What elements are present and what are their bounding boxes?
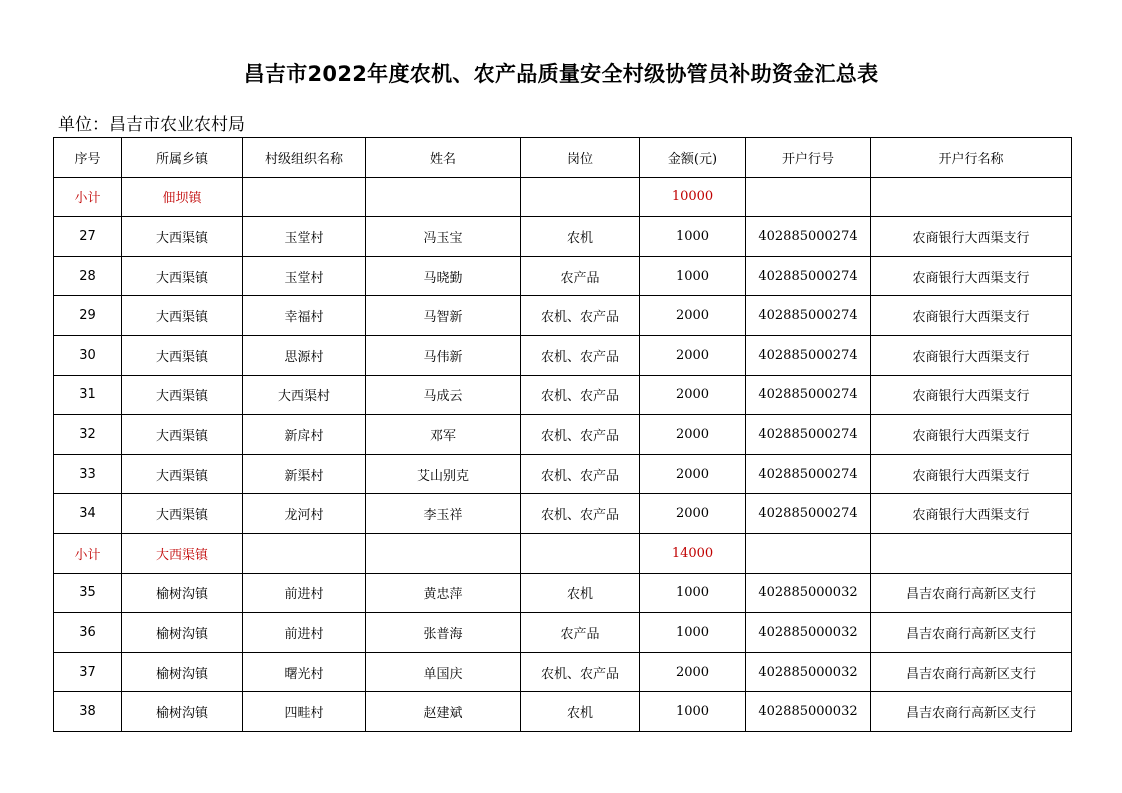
cell-village: 玉堂村 xyxy=(243,217,366,257)
cell-bank-no: 402885000274 xyxy=(746,415,871,455)
cell-name: 冯玉宝 xyxy=(366,217,521,257)
header-town: 所属乡镇 xyxy=(122,138,243,178)
cell-name: 马晓勤 xyxy=(366,256,521,296)
table-row xyxy=(54,375,1072,415)
cell-bank-no: 402885000032 xyxy=(746,652,871,692)
cell-name: 马伟新 xyxy=(366,335,521,375)
cell-name xyxy=(366,177,521,217)
cell-amount: 2000 xyxy=(640,415,746,455)
cell-town: 榆树沟镇 xyxy=(122,613,243,653)
cell-village: 曙光村 xyxy=(243,652,366,692)
table-row xyxy=(54,415,1072,455)
cell-village: 新渠村 xyxy=(243,454,366,494)
cell-bank-no: 402885000032 xyxy=(746,573,871,613)
cell-town: 大西渠镇 xyxy=(122,296,243,336)
cell-bank-no: 402885000274 xyxy=(746,454,871,494)
cell-post: 农机、农产品 xyxy=(521,335,640,375)
cell-seq: 38 xyxy=(54,692,122,732)
subtotal-row xyxy=(54,177,1072,217)
subsidy-summary-table xyxy=(53,137,1072,732)
cell-amount: 1000 xyxy=(640,217,746,257)
cell-bank-no xyxy=(746,533,871,573)
cell-bank-name: 昌吉农商行高新区支行 xyxy=(871,652,1072,692)
cell-amount: 1000 xyxy=(640,613,746,653)
cell-post: 农产品 xyxy=(521,613,640,653)
cell-name: 艾山别克 xyxy=(366,454,521,494)
header-bank-no: 开户行号 xyxy=(746,138,871,178)
cell-post: 农机、农产品 xyxy=(521,454,640,494)
cell-bank-name xyxy=(871,177,1072,217)
table-row xyxy=(54,454,1072,494)
cell-village: 龙河村 xyxy=(243,494,366,534)
cell-post: 农机、农产品 xyxy=(521,375,640,415)
cell-amount: 2000 xyxy=(640,335,746,375)
cell-post: 农产品 xyxy=(521,256,640,296)
cell-bank-no: 402885000274 xyxy=(746,335,871,375)
cell-bank-name: 农商银行大西渠支行 xyxy=(871,454,1072,494)
cell-village: 幸福村 xyxy=(243,296,366,336)
cell-town: 榆树沟镇 xyxy=(122,652,243,692)
document-title: 昌吉市2022年度农机、农产品质量安全村级协管员补助资金汇总表 xyxy=(243,62,879,86)
cell-bank-name: 农商银行大西渠支行 xyxy=(871,256,1072,296)
cell-seq: 36 xyxy=(54,613,122,653)
cell-amount: 2000 xyxy=(640,494,746,534)
cell-village: 前进村 xyxy=(243,613,366,653)
table-row xyxy=(54,652,1072,692)
cell-seq: 33 xyxy=(54,454,122,494)
cell-bank-no: 402885000032 xyxy=(746,692,871,732)
cell-name xyxy=(366,533,521,573)
cell-post: 农机 xyxy=(521,217,640,257)
cell-amount: 1000 xyxy=(640,692,746,732)
cell-bank-no: 402885000274 xyxy=(746,375,871,415)
cell-name: 邓军 xyxy=(366,415,521,455)
cell-bank-no: 402885000274 xyxy=(746,217,871,257)
cell-town: 大西渠镇 xyxy=(122,375,243,415)
cell-name: 黄忠萍 xyxy=(366,573,521,613)
cell-bank-name: 农商银行大西渠支行 xyxy=(871,217,1072,257)
cell-amount: 2000 xyxy=(640,296,746,336)
cell-seq: 37 xyxy=(54,652,122,692)
cell-bank-name: 昌吉农商行高新区支行 xyxy=(871,573,1072,613)
cell-name: 张普海 xyxy=(366,613,521,653)
header-post: 岗位 xyxy=(521,138,640,178)
cell-bank-name: 农商银行大西渠支行 xyxy=(871,335,1072,375)
cell-bank-name: 农商银行大西渠支行 xyxy=(871,296,1072,336)
cell-post xyxy=(521,177,640,217)
table-header-row xyxy=(54,138,1072,178)
cell-bank-no: 402885000274 xyxy=(746,494,871,534)
cell-village xyxy=(243,533,366,573)
cell-town: 大西渠镇 xyxy=(122,454,243,494)
cell-name: 单国庆 xyxy=(366,652,521,692)
cell-bank-name: 农商银行大西渠支行 xyxy=(871,375,1072,415)
cell-bank-no: 402885000032 xyxy=(746,613,871,653)
cell-bank-no xyxy=(746,177,871,217)
cell-town: 大西渠镇 xyxy=(122,217,243,257)
cell-bank-no: 402885000274 xyxy=(746,256,871,296)
cell-amount: 1000 xyxy=(640,573,746,613)
cell-bank-no: 402885000274 xyxy=(746,296,871,336)
table-row xyxy=(54,335,1072,375)
cell-amount: 2000 xyxy=(640,375,746,415)
cell-seq: 32 xyxy=(54,415,122,455)
cell-village: 玉堂村 xyxy=(243,256,366,296)
cell-village xyxy=(243,177,366,217)
header-name: 姓名 xyxy=(366,138,521,178)
table-row xyxy=(54,692,1072,732)
cell-name: 马成云 xyxy=(366,375,521,415)
header-seq: 序号 xyxy=(54,138,122,178)
cell-village: 四畦村 xyxy=(243,692,366,732)
cell-town: 大西渠镇 xyxy=(122,335,243,375)
cell-bank-name xyxy=(871,533,1072,573)
cell-seq: 34 xyxy=(54,494,122,534)
cell-name: 赵建斌 xyxy=(366,692,521,732)
cell-post: 农机、农产品 xyxy=(521,494,640,534)
cell-seq: 35 xyxy=(54,573,122,613)
table-row xyxy=(54,296,1072,336)
table-row xyxy=(54,217,1072,257)
header-amount: 金额(元) xyxy=(640,138,746,178)
cell-name: 马智新 xyxy=(366,296,521,336)
cell-post xyxy=(521,533,640,573)
cell-town: 大西渠镇 xyxy=(122,256,243,296)
cell-amount: 2000 xyxy=(640,652,746,692)
cell-bank-name: 农商银行大西渠支行 xyxy=(871,415,1072,455)
cell-village: 新戽村 xyxy=(243,415,366,455)
cell-seq: 31 xyxy=(54,375,122,415)
cell-bank-name: 昌吉农商行高新区支行 xyxy=(871,692,1072,732)
header-village: 村级组织名称 xyxy=(243,138,366,178)
cell-seq: 27 xyxy=(54,217,122,257)
cell-amount: 1000 xyxy=(640,256,746,296)
subtotal-row xyxy=(54,533,1072,573)
cell-village: 前进村 xyxy=(243,573,366,613)
cell-post: 农机 xyxy=(521,573,640,613)
table-row xyxy=(54,494,1072,534)
table-row xyxy=(54,256,1072,296)
cell-town: 佃坝镇 xyxy=(122,177,243,217)
cell-post: 农机、农产品 xyxy=(521,415,640,455)
cell-bank-name: 农商银行大西渠支行 xyxy=(871,494,1072,534)
table-row xyxy=(54,573,1072,613)
cell-village: 思源村 xyxy=(243,335,366,375)
unit-label: 单位：昌吉市农业农村局 xyxy=(58,115,245,135)
cell-post: 农机 xyxy=(521,692,640,732)
cell-name: 李玉祥 xyxy=(366,494,521,534)
cell-amount: 2000 xyxy=(640,454,746,494)
cell-village: 大西渠村 xyxy=(243,375,366,415)
cell-seq: 28 xyxy=(54,256,122,296)
cell-seq: 小计 xyxy=(54,177,122,217)
cell-amount: 14000 xyxy=(640,533,746,573)
cell-town: 榆树沟镇 xyxy=(122,692,243,732)
cell-town: 大西渠镇 xyxy=(122,494,243,534)
cell-post: 农机、农产品 xyxy=(521,652,640,692)
cell-post: 农机、农产品 xyxy=(521,296,640,336)
cell-bank-name: 昌吉农商行高新区支行 xyxy=(871,613,1072,653)
cell-seq: 30 xyxy=(54,335,122,375)
cell-seq: 29 xyxy=(54,296,122,336)
cell-town: 大西渠镇 xyxy=(122,415,243,455)
header-bank-name: 开户行名称 xyxy=(871,138,1072,178)
cell-town: 榆树沟镇 xyxy=(122,573,243,613)
cell-town: 大西渠镇 xyxy=(122,533,243,573)
cell-seq: 小计 xyxy=(54,533,122,573)
cell-amount: 10000 xyxy=(640,177,746,217)
table-row xyxy=(54,613,1072,653)
